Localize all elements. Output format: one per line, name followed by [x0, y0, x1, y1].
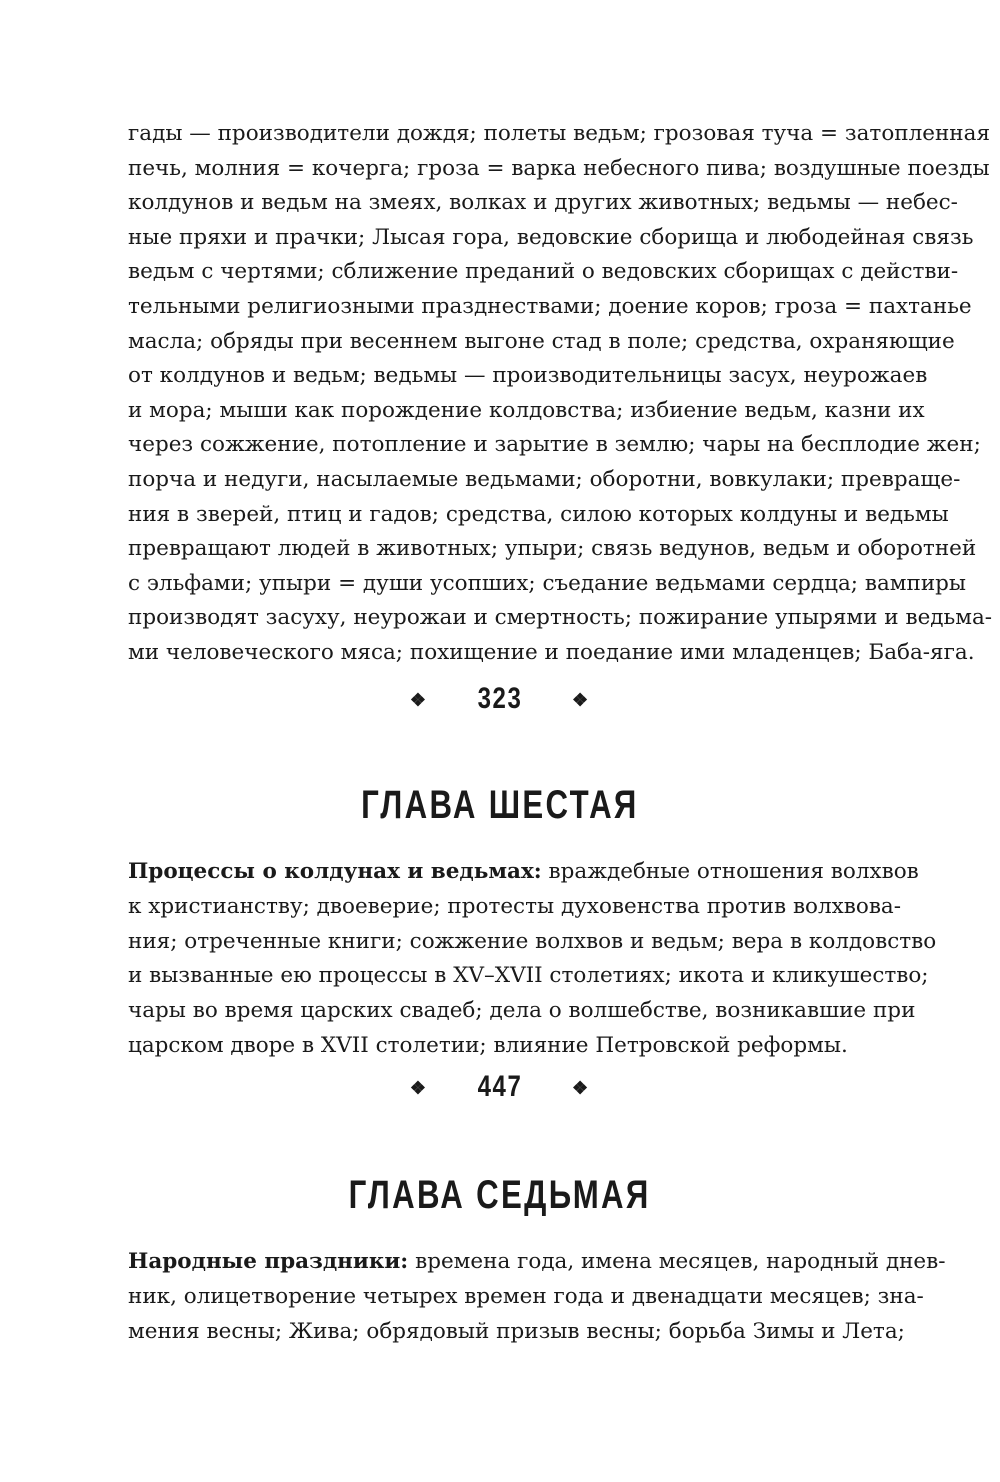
text-line: порча и недуги, насылаемые ведьмами; оборотни, вовкулаки; превраще-	[128, 466, 961, 492]
text-line: к христианству; двоеверие; протесты духовенства против волхвова-	[128, 893, 902, 919]
text-line: с эльфами; упыри = души усопших; съедание ведьмами сердца; вампиры	[128, 570, 967, 596]
paragraph-chapter-7	[128, 1245, 946, 1349]
chapter-heading-7	[0, 1170, 1000, 1220]
text-line: от колдунов и ведьм; ведьмы — производительницы засух, неурожаев	[128, 363, 928, 389]
text-line: превращают людей в животных; упыри; связь ведунов, ведьм и оборотней	[128, 536, 977, 562]
chapter-heading-6	[0, 780, 1000, 830]
text-line: ми человеческого мяса; похищение и поедание ими младенцев; Баба-яга.	[128, 639, 975, 665]
text-line: через сожжение, потопление и зарытие в землю; чары на бесплодие жен;	[128, 432, 981, 458]
text-line: царском дворе в XVII столетии; влияние Петровской реформы.	[128, 1032, 848, 1058]
page-number: 447	[477, 1070, 523, 1103]
chapter-title: ГЛАВА ШЕСТАЯ	[361, 783, 639, 827]
page-number: 323	[477, 682, 523, 715]
text-line: мения весны; Жива; обрядовый призыв весны; борьба Зимы и Лета;	[128, 1318, 905, 1344]
text: враждебные отношения волхвов	[541, 859, 919, 884]
text: времена года, имена месяцев, народный днев-	[408, 1249, 946, 1274]
ornament-icon: ❖	[409, 1078, 428, 1099]
text-line: тельными религиозными празднествами; доение коров; гроза = пахтанье	[128, 293, 972, 319]
text-line: и мора; мыши как порождение колдовства; избиение ведьм, казни их	[128, 397, 925, 423]
ornament-icon: ❖	[409, 690, 428, 711]
text-line: гады — производители дождя; полеты ведьм; грозовая туча = затопленная	[128, 121, 991, 146]
text-line: чары во время царских свадеб; дела о волшебстве, возникавшие при	[128, 998, 916, 1024]
text-line: ведьм с чертями; сближение преданий о ведовских сборищах с действи-	[128, 259, 959, 285]
text-line: масла; обряды при весеннем выгоне стад в поле; средства, охраняющие	[128, 328, 955, 354]
text-line: колдунов и ведьм на змеях, волках и других животных; ведьмы — небес-	[128, 190, 958, 216]
bold-lead: Народные праздники:	[128, 1249, 409, 1274]
ornament-icon: ❖	[572, 690, 591, 711]
text-line	[128, 855, 919, 890]
chapter-title: ГЛАВА СЕДЬМАЯ	[348, 1173, 652, 1217]
text-line: печь, молния = кочерга; гроза = варка небесного пива; воздушные поезды	[128, 155, 990, 181]
page-reference-1	[0, 682, 1000, 716]
text-line: ния в зверей, птиц и гадов; средства, силою которых колдуны и ведьмы	[128, 501, 949, 527]
page-reference-2	[0, 1070, 1000, 1104]
paragraph-chapter-6	[128, 855, 937, 1064]
text-line: производят засуху, неурожаи и смертность; пожирание упырями и ведьма-	[128, 605, 993, 631]
text-line: ния; отреченные книги; сожжение волхвов и ведьм; вера в колдовство	[128, 928, 937, 954]
bold-lead: Процессы о колдунах и ведьмах:	[128, 859, 542, 884]
text-line: ные пряхи и прачки; Лысая гора, ведовские сборища и любодейная связь	[128, 224, 974, 250]
ornament-icon: ❖	[572, 1078, 591, 1099]
text-line	[128, 1245, 946, 1280]
text-line: ник, олицетворение четырех времен года и двенадцати месяцев; зна-	[128, 1283, 924, 1309]
paragraph-1	[128, 117, 993, 671]
text-line: и вызванные ею процессы в XV–XVII столетиях; икота и кликушество;	[128, 963, 929, 989]
